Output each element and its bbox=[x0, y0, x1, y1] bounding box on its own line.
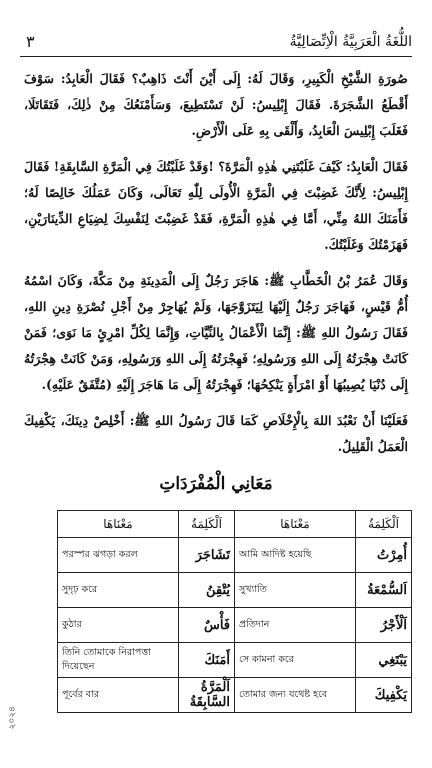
vocab-word: اَلْمَرَّةُ السَّابِقَةُ bbox=[179, 678, 235, 713]
vocab-meaning: সুখ্যাতি bbox=[235, 573, 356, 608]
vocab-meaning: সুদৃঢ় করে bbox=[58, 573, 179, 608]
vocab-word: أَمَنَكَ bbox=[179, 643, 235, 678]
paragraph-1: صُورَةِ الشَّيْخِ الْكَبِيرِ، وَقَالَ لَهُ: إِلَى أَيْنَ أَنْتَ ذَاهِبٌ؟ فَقَالَ الْعَابِدُ: سَوْفَ أَقْطَعُ الشَّجَرَةَ. فَقَالَ إِبْلِيسُ: لَنْ تَسْتَطِيعَ، وَسَأَمْنَعُكَ مِنْ ذٰلِكَ، فَتَقَاتَلَا، فَغَلَبَ إِبْلِيسَ الْعَابِدُ، وَأَلْقَى بِهِ عَلَى الْأَرْضِ. bbox=[24, 71, 408, 138]
vocabulary-title: مَعَانِي الْمُفْرَدَاتِ bbox=[159, 474, 273, 494]
table-row bbox=[58, 573, 412, 608]
vocab-meaning: আমি আদিষ্ট হয়েছি bbox=[235, 538, 356, 573]
table-row bbox=[58, 538, 412, 573]
vocabulary-header-row bbox=[58, 511, 412, 538]
vocab-word: يَبْتَغِي bbox=[356, 643, 412, 678]
vocab-meaning: তিনি তোমাকে নিরাপত্তা দিয়েছেন bbox=[58, 643, 179, 678]
vocab-meaning: তোমার জন্য যথেষ্ট হবে bbox=[235, 678, 356, 713]
side-code: ২০২৪ bbox=[7, 706, 18, 730]
paragraph-4: فَعَلَيْنَا أَنْ نَعْبُدَ اللهَ بِالْإِخْلَاصِ كَمَا قَالَ رَسُولُ اللهِ ﷺ: أَخْلِصْ دِينَكَ، يَكْفِيكَ الْعَمَلُ الْقَلِيلُ. bbox=[24, 413, 408, 454]
paragraph-2: فَقَالَ الْعَابِدُ: كَيْفَ غَلَبْتَنِي هٰذِهِ الْمَرَّةَ؟ !وَقَدْ غَلَبْتُكَ فِي الْمَرَّةِ السَّابِقَةِ! فَقَالَ إِبْلِيسُ: لِأَنَّكَ غَضِبْتَ فِي الْمَرَّةِ الْأُولَى لِلّٰهِ تَعَالَى، وَكَانَ عَمَلُكَ خَالِصًا لَهُ؛ فَأَمَنَكَ اللهُ مِنِّي، أَمَّا فِي هٰذِهِ الْمَرَّةِ، فَقَدْ غَضِبْتَ لِنَفْسِكَ لِضِيَاعِ الدِّينَارَيْنِ، فَهَزَمْتُكَ وَغَلَبْتُكَ. bbox=[24, 159, 408, 252]
vocab-word: يَكْفِيكَ bbox=[356, 678, 412, 713]
vocab-meaning: পূর্বের বার bbox=[58, 678, 179, 713]
vocab-meaning: কুঠার bbox=[58, 608, 179, 643]
vocab-word: يُتْقِنُ bbox=[179, 573, 235, 608]
book-title: اللُّغَةُ الْعَرَبِيَّةُ الْاِتِّصَالِيَّةُ bbox=[289, 34, 412, 50]
header-word-right: اَلْكَلِمَةُ bbox=[356, 511, 412, 538]
vocab-word: اَلْأَجْرُ bbox=[356, 608, 412, 643]
vocab-meaning: প্রতিদান bbox=[235, 608, 356, 643]
header-meaning-left: مَعْنَاهَا bbox=[58, 511, 179, 538]
table-row bbox=[58, 608, 412, 643]
paragraph-3: وَقَالَ عُمَرُ بْنُ الْخَطَّابِ ﷺ: هَاجَرَ رَجُلٌ إِلَى الْمَدِينَةِ مِنْ مَكَّةَ، وَكَانَ اسْمُهُ أُمُّ قَيْسٍ، فَهَاجَرَ رَجُلٌ إِلَيْهَا لِيَتَزَوَّجَهَا، وَلَمْ يُهَاجِرْ مِنْ أَجْلِ نُصْرَةِ دِينِ اللهِ، فَقَالَ رَسُولُ اللهِ ﷺ: إِنَّمَا الْأَعْمَالُ بِالنِّيَّاتِ، وَإِنَّمَا لِكُلِّ امْرِئٍ مَا نَوَى؛ فَمَنْ كَانَتْ هِجْرَتُهُ إِلَى اللهِ وَرَسُولِهِ؛ فَهِجْرَتُهُ إِلَى اللهِ وَرَسُولِهِ، وَمَنْ كَانَتْ هِجْرَتُهُ إِلَى دُنْيَا يُصِيبُهَا أَوْ امْرَأَةٍ يَنْكِحُهَا؛ فَهِجْرَتُهُ إِلَى مَا هَاجَرَ إِلَيْهِ (مُتَّفَقٌ عَلَيْهِ). bbox=[24, 273, 408, 392]
header-word-left: اَلْكَلِمَةُ bbox=[179, 511, 235, 538]
header-meaning-right: مَعْنَاهَا bbox=[235, 511, 356, 538]
table-row bbox=[58, 678, 412, 713]
vocab-word: تَشَاجَرَ bbox=[179, 538, 235, 573]
vocab-meaning: পরস্পর ঝগড়া করল bbox=[58, 538, 179, 573]
table-row bbox=[58, 643, 412, 678]
vocab-word: اَلسُّمْعَةُ bbox=[356, 573, 412, 608]
page-number: ٣ bbox=[26, 32, 35, 51]
vocabulary-table bbox=[57, 510, 412, 713]
page-header bbox=[20, 30, 412, 57]
vocab-meaning: সে কামনা করে bbox=[235, 643, 356, 678]
story-text bbox=[24, 66, 408, 460]
vocab-word: أُمِرْتُ bbox=[356, 538, 412, 573]
vocab-word: فَأْسٌ bbox=[179, 608, 235, 643]
